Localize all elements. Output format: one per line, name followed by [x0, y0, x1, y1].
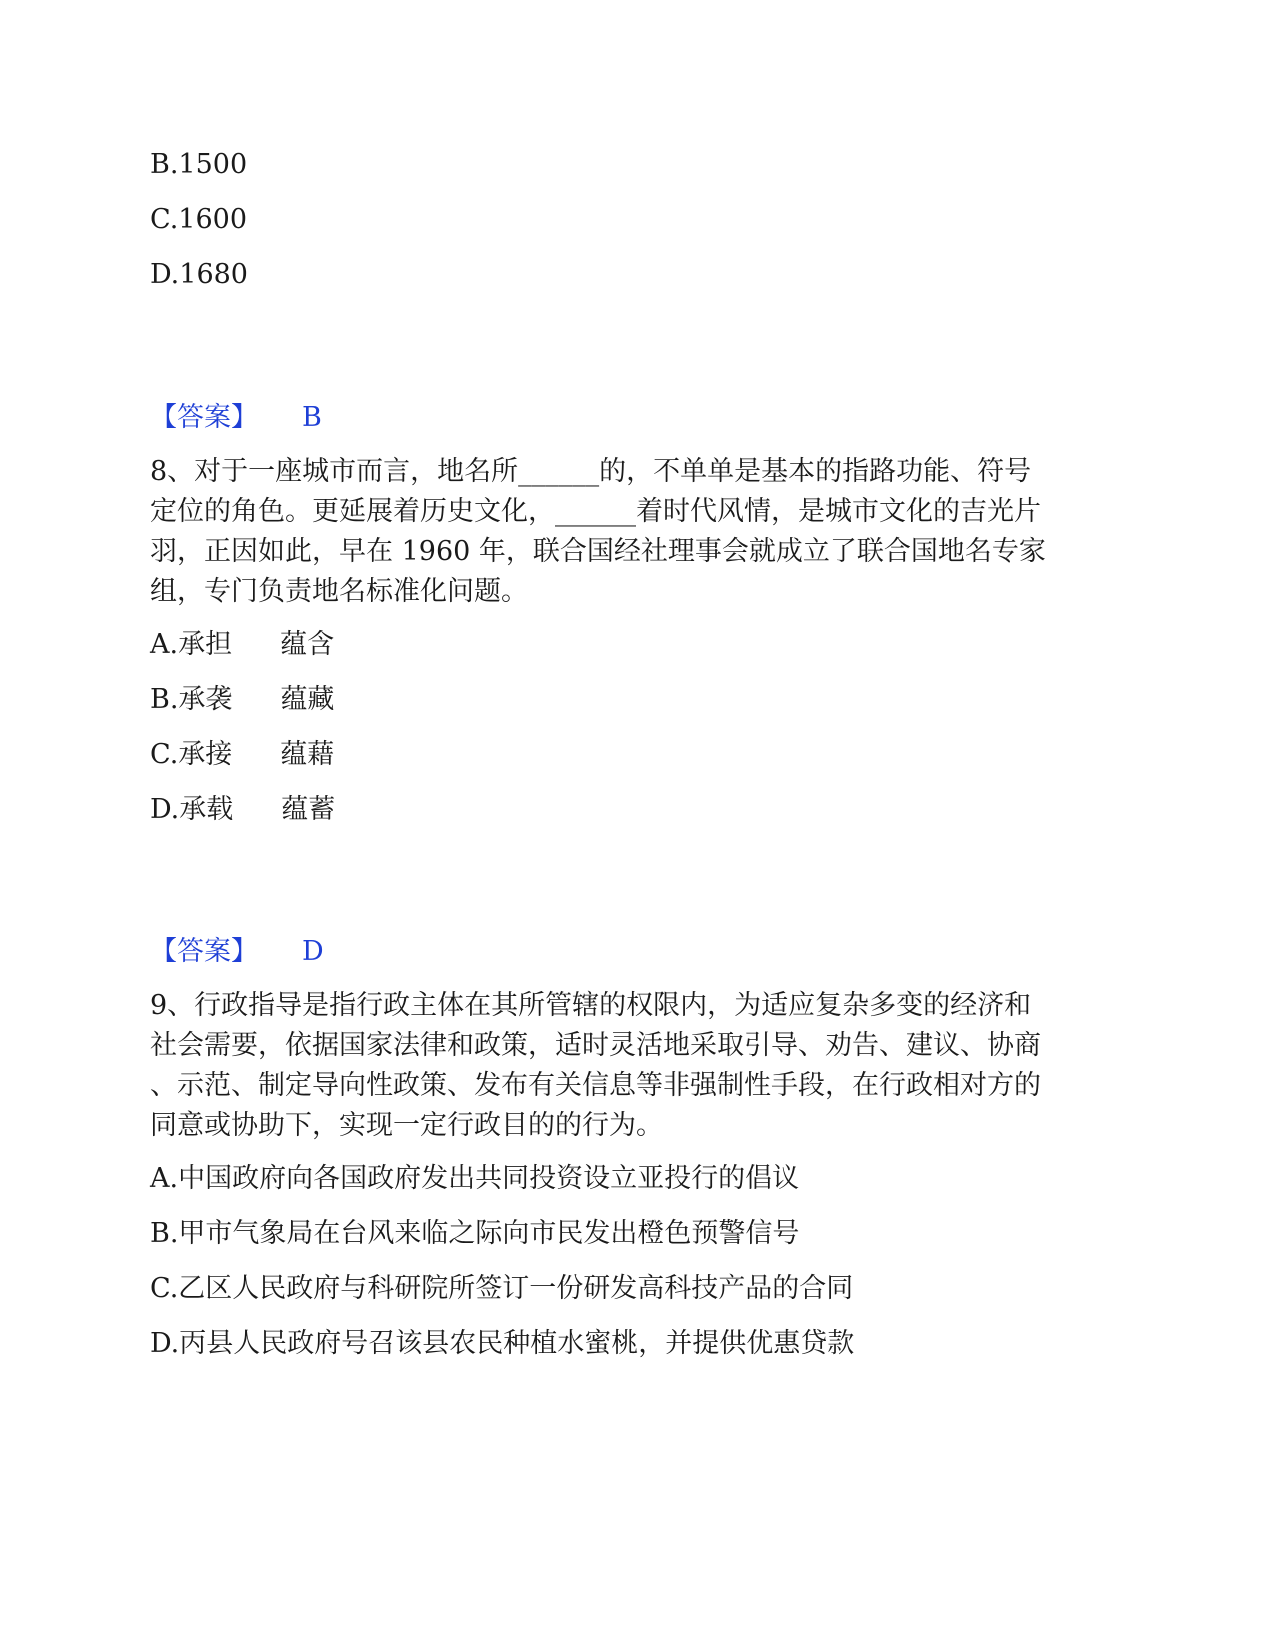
q9-option-c: C.乙区人民政府与科研院所签订一份研发高科技产品的合同	[150, 1273, 854, 1304]
q8-option-a-first: A.承担	[150, 629, 233, 660]
q8-option-d-first: D.承载	[150, 794, 234, 825]
q8-option-d-second: 蕴蓄	[281, 794, 336, 825]
answer-label: 【答案】	[150, 402, 258, 433]
q9-stem-line-1: 9、行政指导是指行政主体在其所管辖的权限内，为适应复杂多变的经济和	[150, 990, 1032, 1021]
answer-value: B	[302, 402, 322, 433]
q8-option-b-second: 蕴藏	[280, 684, 335, 715]
q8-stem-line-1: 8、对于一座城市而言，地名所______的，不单单是基本的指路功能、符号	[150, 456, 1032, 487]
q9-option-b: B.甲市气象局在台风来临之际向市民发出橙色预警信号	[150, 1218, 800, 1249]
q8-stem-line-4: 组，专门负责地名标准化问题。	[150, 576, 528, 607]
q8-option-c-second: 蕴藉	[280, 739, 335, 770]
answer-value: D	[302, 936, 324, 967]
q8-option-c-first: C.承接	[150, 739, 233, 770]
q8-option-d	[150, 790, 335, 830]
q8-stem-line-3: 羽，正因如此，早在 1960 年，联合国经社理事会就成立了联合国地名专家	[150, 536, 1046, 567]
q9-option-a: A.中国政府向各国政府发出共同投资设立亚投行的倡议	[150, 1163, 800, 1194]
q9-stem-line-4: 同意或协助下，实现一定行政目的的行为。	[150, 1110, 663, 1141]
prev-option-c: C.1600	[150, 204, 247, 235]
q8-option-a-second: 蕴含	[280, 629, 335, 660]
q8-stem-line-2: 定位的角色。更延展着历史文化，______着时代风情，是城市文化的吉光片	[150, 496, 1041, 527]
answer-label: 【答案】	[150, 936, 258, 967]
q8-option-b-first: B.承袭	[150, 684, 233, 715]
q9-option-d: D.丙县人民政府号召该县农民种植水蜜桃，并提供优惠贷款	[150, 1328, 855, 1359]
q8-option-a	[150, 625, 334, 665]
answer-row-q8	[150, 932, 324, 972]
q9-stem-line-2: 社会需要，依据国家法律和政策，适时灵活地采取引导、劝告、建议、协商	[150, 1030, 1041, 1061]
prev-option-b: B.1500	[150, 149, 248, 180]
answer-row-prev	[150, 398, 322, 438]
prev-option-d: D.1680	[150, 259, 248, 290]
q9-stem-line-3: 、示范、制定导向性政策、发布有关信息等非强制性手段，在行政相对方的	[150, 1070, 1041, 1101]
q8-option-b	[150, 680, 334, 720]
q8-option-c	[150, 735, 334, 775]
